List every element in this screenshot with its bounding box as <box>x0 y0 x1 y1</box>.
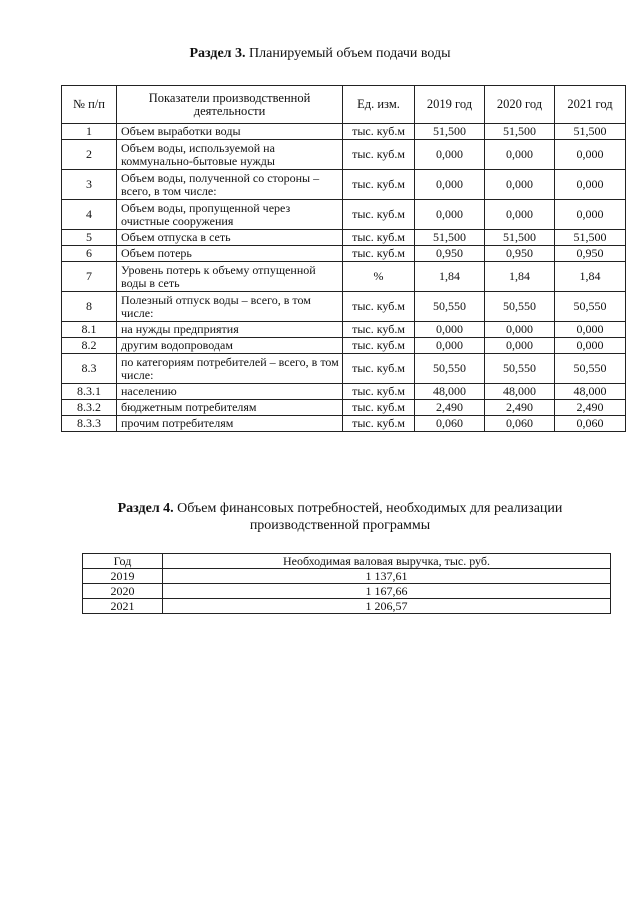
header-2021: 2021 год <box>555 86 626 124</box>
row-revenue: 1 137,61 <box>163 569 611 584</box>
row-value-2020: 48,000 <box>485 384 555 400</box>
row-num: 6 <box>62 246 117 262</box>
row-value-2021: 0,000 <box>555 322 626 338</box>
row-unit: % <box>343 262 415 292</box>
table-row <box>62 338 626 354</box>
row-value-2020: 0,000 <box>485 200 555 230</box>
row-value-2020: 0,060 <box>485 416 555 432</box>
row-value-2020: 1,84 <box>485 262 555 292</box>
row-unit: тыс. куб.м <box>343 200 415 230</box>
row-value-2019: 51,500 <box>415 230 485 246</box>
header-year: Год <box>83 554 163 569</box>
row-num: 7 <box>62 262 117 292</box>
row-unit: тыс. куб.м <box>343 292 415 322</box>
row-num: 3 <box>62 170 117 200</box>
row-value-2019: 0,000 <box>415 170 485 200</box>
row-value-2020: 0,000 <box>485 140 555 170</box>
row-unit: тыс. куб.м <box>343 338 415 354</box>
row-value-2021: 0,060 <box>555 416 626 432</box>
table-row <box>62 262 626 292</box>
table-row <box>62 354 626 384</box>
table-header-row <box>83 554 611 569</box>
row-unit: тыс. куб.м <box>343 416 415 432</box>
header-revenue: Необходимая валовая выручка, тыс. руб. <box>163 554 611 569</box>
row-value-2021: 0,950 <box>555 246 626 262</box>
section-3-prefix: Раздел 3. <box>189 46 246 61</box>
row-value-2020: 0,000 <box>485 170 555 200</box>
row-value-2021: 51,500 <box>555 230 626 246</box>
section-3-heading <box>0 45 640 62</box>
row-value-2020: 0,000 <box>485 338 555 354</box>
row-revenue: 1 206,57 <box>163 599 611 614</box>
header-unit: Ед. изм. <box>343 86 415 124</box>
row-num: 1 <box>62 124 117 140</box>
row-num: 8.3.2 <box>62 400 117 416</box>
row-indicator: Объем выработки воды <box>117 124 343 140</box>
row-value-2021: 51,500 <box>555 124 626 140</box>
table-row <box>62 384 626 400</box>
row-value-2020: 0,000 <box>485 322 555 338</box>
row-indicator: прочим потребителям <box>117 416 343 432</box>
row-indicator: населению <box>117 384 343 400</box>
row-value-2021: 2,490 <box>555 400 626 416</box>
table-row <box>62 292 626 322</box>
table-row <box>83 569 611 584</box>
table-row <box>62 200 626 230</box>
table-row <box>62 322 626 338</box>
row-indicator: Объем отпуска в сеть <box>117 230 343 246</box>
table-row <box>62 400 626 416</box>
row-value-2019: 50,550 <box>415 354 485 384</box>
row-value-2019: 0,000 <box>415 338 485 354</box>
row-num: 8.1 <box>62 322 117 338</box>
row-indicator: Полезный отпуск воды – всего, в том числе: <box>117 292 343 322</box>
row-value-2021: 0,000 <box>555 200 626 230</box>
row-indicator: Объем потерь <box>117 246 343 262</box>
section-3-title: Планируемый объем подачи воды <box>245 46 451 61</box>
row-value-2019: 0,000 <box>415 200 485 230</box>
row-value-2020: 50,550 <box>485 354 555 384</box>
section-4-heading <box>90 500 590 534</box>
row-num: 8.3.3 <box>62 416 117 432</box>
row-value-2019: 1,84 <box>415 262 485 292</box>
row-unit: тыс. куб.м <box>343 124 415 140</box>
table-row <box>62 230 626 246</box>
row-value-2019: 0,950 <box>415 246 485 262</box>
table-row <box>83 599 611 614</box>
row-value-2020: 2,490 <box>485 400 555 416</box>
row-year: 2020 <box>83 584 163 599</box>
row-indicator: Объем воды, используемой на коммунально-бытовые нужды <box>117 140 343 170</box>
row-value-2021: 50,550 <box>555 354 626 384</box>
row-value-2019: 51,500 <box>415 124 485 140</box>
row-indicator: бюджетным потребителям <box>117 400 343 416</box>
row-value-2019: 50,550 <box>415 292 485 322</box>
row-value-2021: 50,550 <box>555 292 626 322</box>
row-num: 8 <box>62 292 117 322</box>
row-year: 2021 <box>83 599 163 614</box>
row-indicator: по категориям потребителей – всего, в том числе: <box>117 354 343 384</box>
table-row <box>62 170 626 200</box>
row-num: 8.2 <box>62 338 117 354</box>
header-2019: 2019 год <box>415 86 485 124</box>
table-row <box>62 124 626 140</box>
row-value-2021: 0,000 <box>555 170 626 200</box>
row-indicator: Объем воды, пропущенной через очистные сооружения <box>117 200 343 230</box>
header-indicator: Показатели производственной деятельности <box>117 86 343 124</box>
row-unit: тыс. куб.м <box>343 246 415 262</box>
row-value-2019: 0,000 <box>415 322 485 338</box>
table-row <box>62 140 626 170</box>
financial-needs-table <box>82 553 611 614</box>
row-value-2020: 50,550 <box>485 292 555 322</box>
row-num: 4 <box>62 200 117 230</box>
row-unit: тыс. куб.м <box>343 384 415 400</box>
row-value-2019: 48,000 <box>415 384 485 400</box>
table-row <box>62 416 626 432</box>
water-supply-table <box>61 85 626 432</box>
row-num: 8.3.1 <box>62 384 117 400</box>
row-value-2021: 1,84 <box>555 262 626 292</box>
row-value-2019: 0,000 <box>415 140 485 170</box>
row-unit: тыс. куб.м <box>343 354 415 384</box>
table-row <box>62 246 626 262</box>
row-value-2020: 51,500 <box>485 124 555 140</box>
row-num: 2 <box>62 140 117 170</box>
section-4-title: Объем финансовых потребностей, необходимых для реализации производственной программы <box>173 501 563 533</box>
section-4-prefix: Раздел 4. <box>117 501 174 516</box>
header-2020: 2020 год <box>485 86 555 124</box>
row-unit: тыс. куб.м <box>343 230 415 246</box>
row-num: 8.3 <box>62 354 117 384</box>
row-value-2021: 0,000 <box>555 338 626 354</box>
row-value-2019: 0,060 <box>415 416 485 432</box>
row-value-2021: 0,000 <box>555 140 626 170</box>
header-num: № п/п <box>62 86 117 124</box>
row-year: 2019 <box>83 569 163 584</box>
row-unit: тыс. куб.м <box>343 400 415 416</box>
row-unit: тыс. куб.м <box>343 322 415 338</box>
row-indicator: Объем воды, полученной со стороны – всего, в том числе: <box>117 170 343 200</box>
row-unit: тыс. куб.м <box>343 140 415 170</box>
row-indicator: на нужды предприятия <box>117 322 343 338</box>
row-unit: тыс. куб.м <box>343 170 415 200</box>
row-num: 5 <box>62 230 117 246</box>
row-value-2020: 0,950 <box>485 246 555 262</box>
row-value-2019: 2,490 <box>415 400 485 416</box>
row-value-2020: 51,500 <box>485 230 555 246</box>
row-indicator: другим водопроводам <box>117 338 343 354</box>
row-revenue: 1 167,66 <box>163 584 611 599</box>
row-value-2021: 48,000 <box>555 384 626 400</box>
table-header-row <box>62 86 626 124</box>
table-row <box>83 584 611 599</box>
row-indicator: Уровень потерь к объему отпущенной воды в сеть <box>117 262 343 292</box>
